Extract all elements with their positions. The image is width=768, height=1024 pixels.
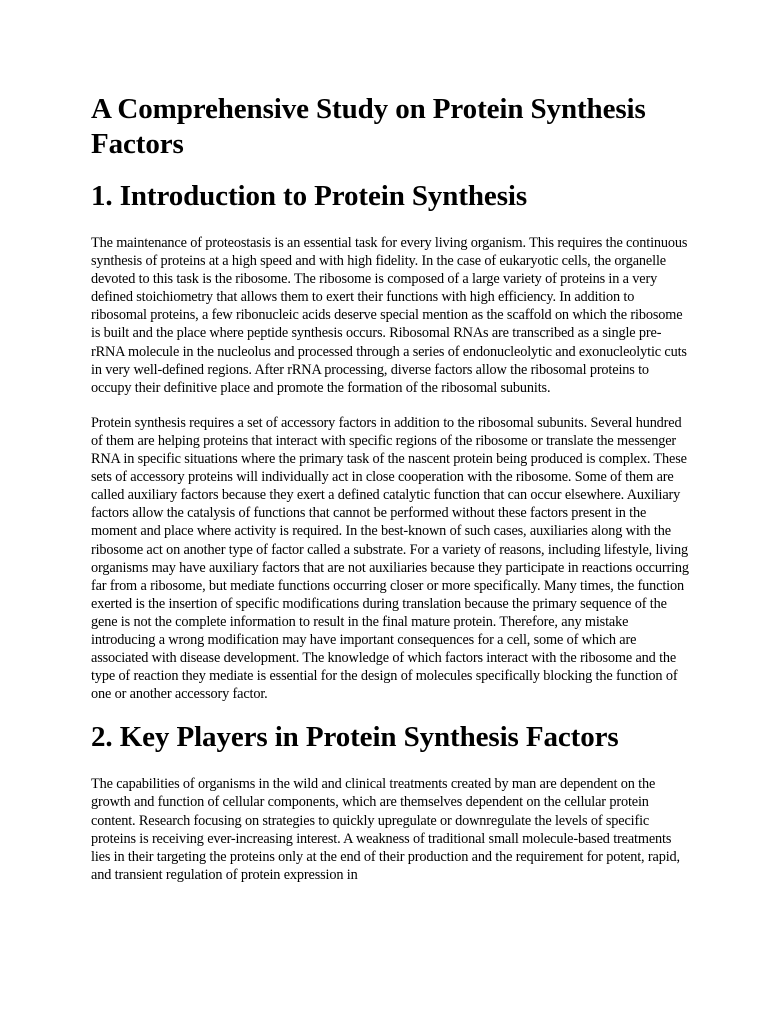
paragraph: The maintenance of proteostasis is an essential task for every living organism. This requires the continuous synthesis of proteins at a high speed and with high fidelity. In the case of eukaryotic cells, the organelle devoted to this task is the ribosome. The ribosome is composed of a large variety of proteins in a very defined stoichiometry that allows them to exert their functions with high efficiency. In addition to ribosomal proteins, a few ribonucleic acids deserve special mention as the scaffold on which the ribosome is built and the place where peptide synthesis occurs. Ribosomal RNAs are transcribed as a single pre-rRNA molecule in the nucleolus and processed through a series of endonucleolytic and exonucleolytic cuts in very well-defined regions. After rRNA processing, diverse factors allow the ribosomal proteins to occupy their definitive place and promote the formation of the ribosomal subunits. [91,235,688,396]
document-page [91,92,691,901]
section-key-players [91,720,691,884]
paragraph: The capabilities of organisms in the wild and clinical treatments created by man are dependent on the growth and function of cellular components, which are themselves dependent on the cellular protein content. Research focusing on strategies to quickly upregulate or downregulate the levels of specific proteins is receiving ever-increasing interest. A weakness of traditional small molecule-based treatments lies in their targeting the proteins only at the end of their production and the requirement for potent, rapid, and transient regulation of protein expression in [91,776,680,883]
paragraph: Protein synthesis requires a set of accessory factors in addition to the ribosomal subunits. Several hundred of them are helping proteins that interact with specific regions of the ribosome or translate the messenger RNA in specific situations where the primary task of the nascent protein being produced is complex. These sets of accessory proteins will individually act in close cooperation with the ribosome. Some of them are called auxiliary factors because they exert a defined catalytic function that can occur elsewhere. Auxiliary factors allow the catalysis of functions that cannot be performed without these factors present in the moment and place where activity is required. In the best-known of such cases, auxiliaries along with the ribosome act on another type of factor called a substrate. For a variety of reasons, including lifestyle, living organisms may have auxiliary factors that are not auxiliaries because they participate in reactions occurring far from a ribosome, but mediate functions occurring closer or more specifically. Many times, the function exerted is the insertion of specific modifications during translation because the primary sequence of the gene is not the complete information to result in the final mature protein. Therefore, any mistake introducing a wrong modification may have important consequences for a cell, some of which are associated with disease development. The knowledge of which factors interact with the ribosome and the type of reaction they mediate is essential for the design of molecules specifically blocking the function of one or another accessory factor. [91,414,689,703]
section-heading: 2. Key Players in Protein Synthesis Factors [91,721,619,754]
document-title: A Comprehensive Study on Protein Synthesis Factors [91,93,646,160]
section-introduction [91,179,691,703]
section-heading: 1. Introduction to Protein Synthesis [91,180,528,212]
